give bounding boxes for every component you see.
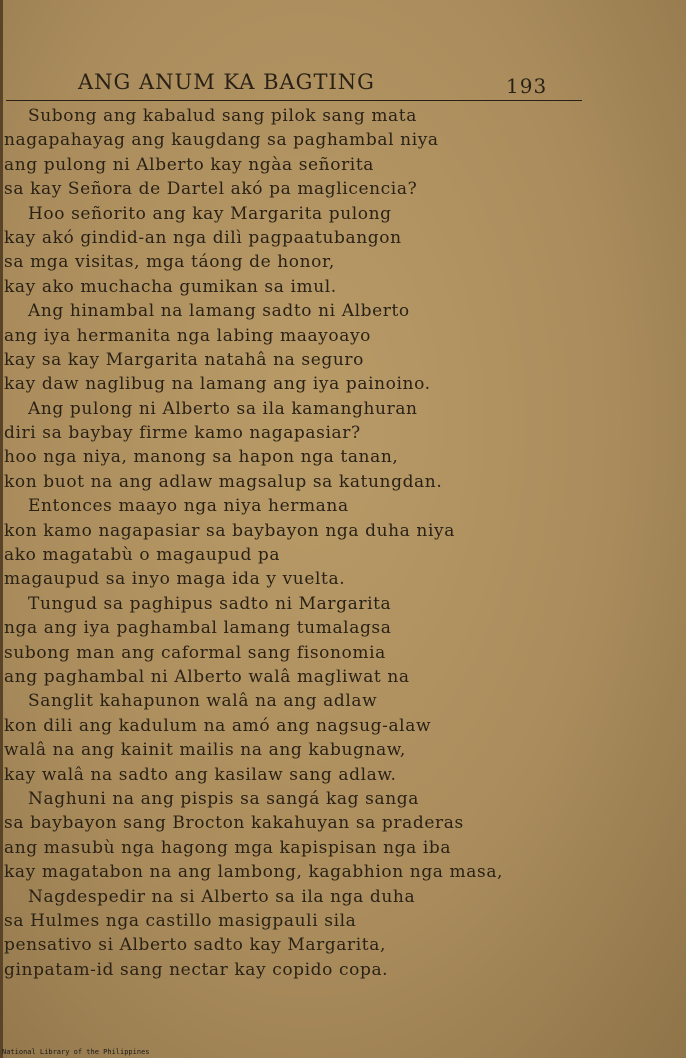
poem-body [4,104,604,982]
text-line: kon dili ang kadulum na amó ang nagsug-alaw [4,715,432,736]
text-line: kon kamo nagapasiar sa baybayon nga duha niya [4,520,455,541]
text-line: sa baybayon sang Brocton kakahuyan sa praderas [4,813,464,834]
text-line: Ang pulong ni Alberto sa ila kamanghuran [28,398,418,419]
text-line: kay daw naglibug na lamang ang iya painoino. [4,374,431,395]
text-line: kay ako muchacha gumikan sa imul. [4,276,337,297]
text-line: ang pulong ni Alberto kay ngàa señorita [4,154,374,175]
text-line: hoo nga niya, manong sa hapon nga tanan, [4,447,399,468]
text-line: subong man ang caformal sang fisonomia [4,642,386,663]
running-header [64,70,548,100]
text-line: kay magatabon na ang lambong, kagabhion nga masa, [4,862,504,883]
library-credit: National Library of the Philippines [2,1048,150,1056]
text-line: kay walâ na sadto ang kasilaw sang adlaw. [4,764,397,785]
text-line: kay akó gindid-an nga dilì pagpaatubangon [4,227,402,248]
text-line: magaupud sa inyo maga ida y vuelta. [4,569,346,590]
text-line: ang masubù nga hagong mga kapispisan nga iba [4,837,452,858]
text-line: ang iya hermanita nga labing maayoayo [4,325,371,346]
text-line: diri sa baybay firme kamo nagapasiar? [4,423,361,444]
text-line: sa mga visitas, mga táong de honor, [4,252,335,273]
text-line: Subong ang kabalud sang pilok sang mata [28,106,417,126]
text-line: ginpatam-id sang nectar kay copido copa. [4,959,389,980]
text-line: Naghuni na ang pispis sa sangá kag sanga [28,788,419,809]
page-edge [0,0,3,1058]
text-line: nagapahayag ang kaugdang sa paghambal niya [4,130,439,151]
header-rule [6,100,582,101]
page-number: 193 [506,74,548,98]
text-line: sa Hulmes nga castillo masigpauli sila [4,910,357,931]
text-line: pensativo si Alberto sadto kay Margarita, [4,935,386,956]
chapter-title: ANG ANUM KA BAGTING [78,70,375,94]
text-line: Sanglit kahapunon walâ na ang adlaw [28,691,378,712]
text-line: Hoo señorito ang kay Margarita pulong [28,203,392,224]
text-line: ako magatabù o magaupud pa [4,545,281,566]
text-line: nga ang iya paghambal lamang tumalagsa [4,618,392,639]
text-line: walâ na ang kainit mailis na ang kabugnaw, [4,740,406,761]
text-line: Entonces maayo nga niya hermana [28,496,349,517]
text-line: sa kay Señora de Dartel akó pa maglicencia? [4,179,418,200]
text-line: ang paghambal ni Alberto walâ magliwat na [4,666,410,687]
text-line: Ang hinambal na lamang sadto ni Alberto [28,301,410,322]
text-line: kon buot na ang adlaw magsalup sa katungdan. [4,471,443,492]
text-line: kay sa kay Margarita natahâ na seguro [4,349,364,370]
text-line: Nagdespedir na si Alberto sa ila nga duha [28,886,416,907]
text-line: Tungud sa paghipus sadto ni Margarita [28,593,392,614]
